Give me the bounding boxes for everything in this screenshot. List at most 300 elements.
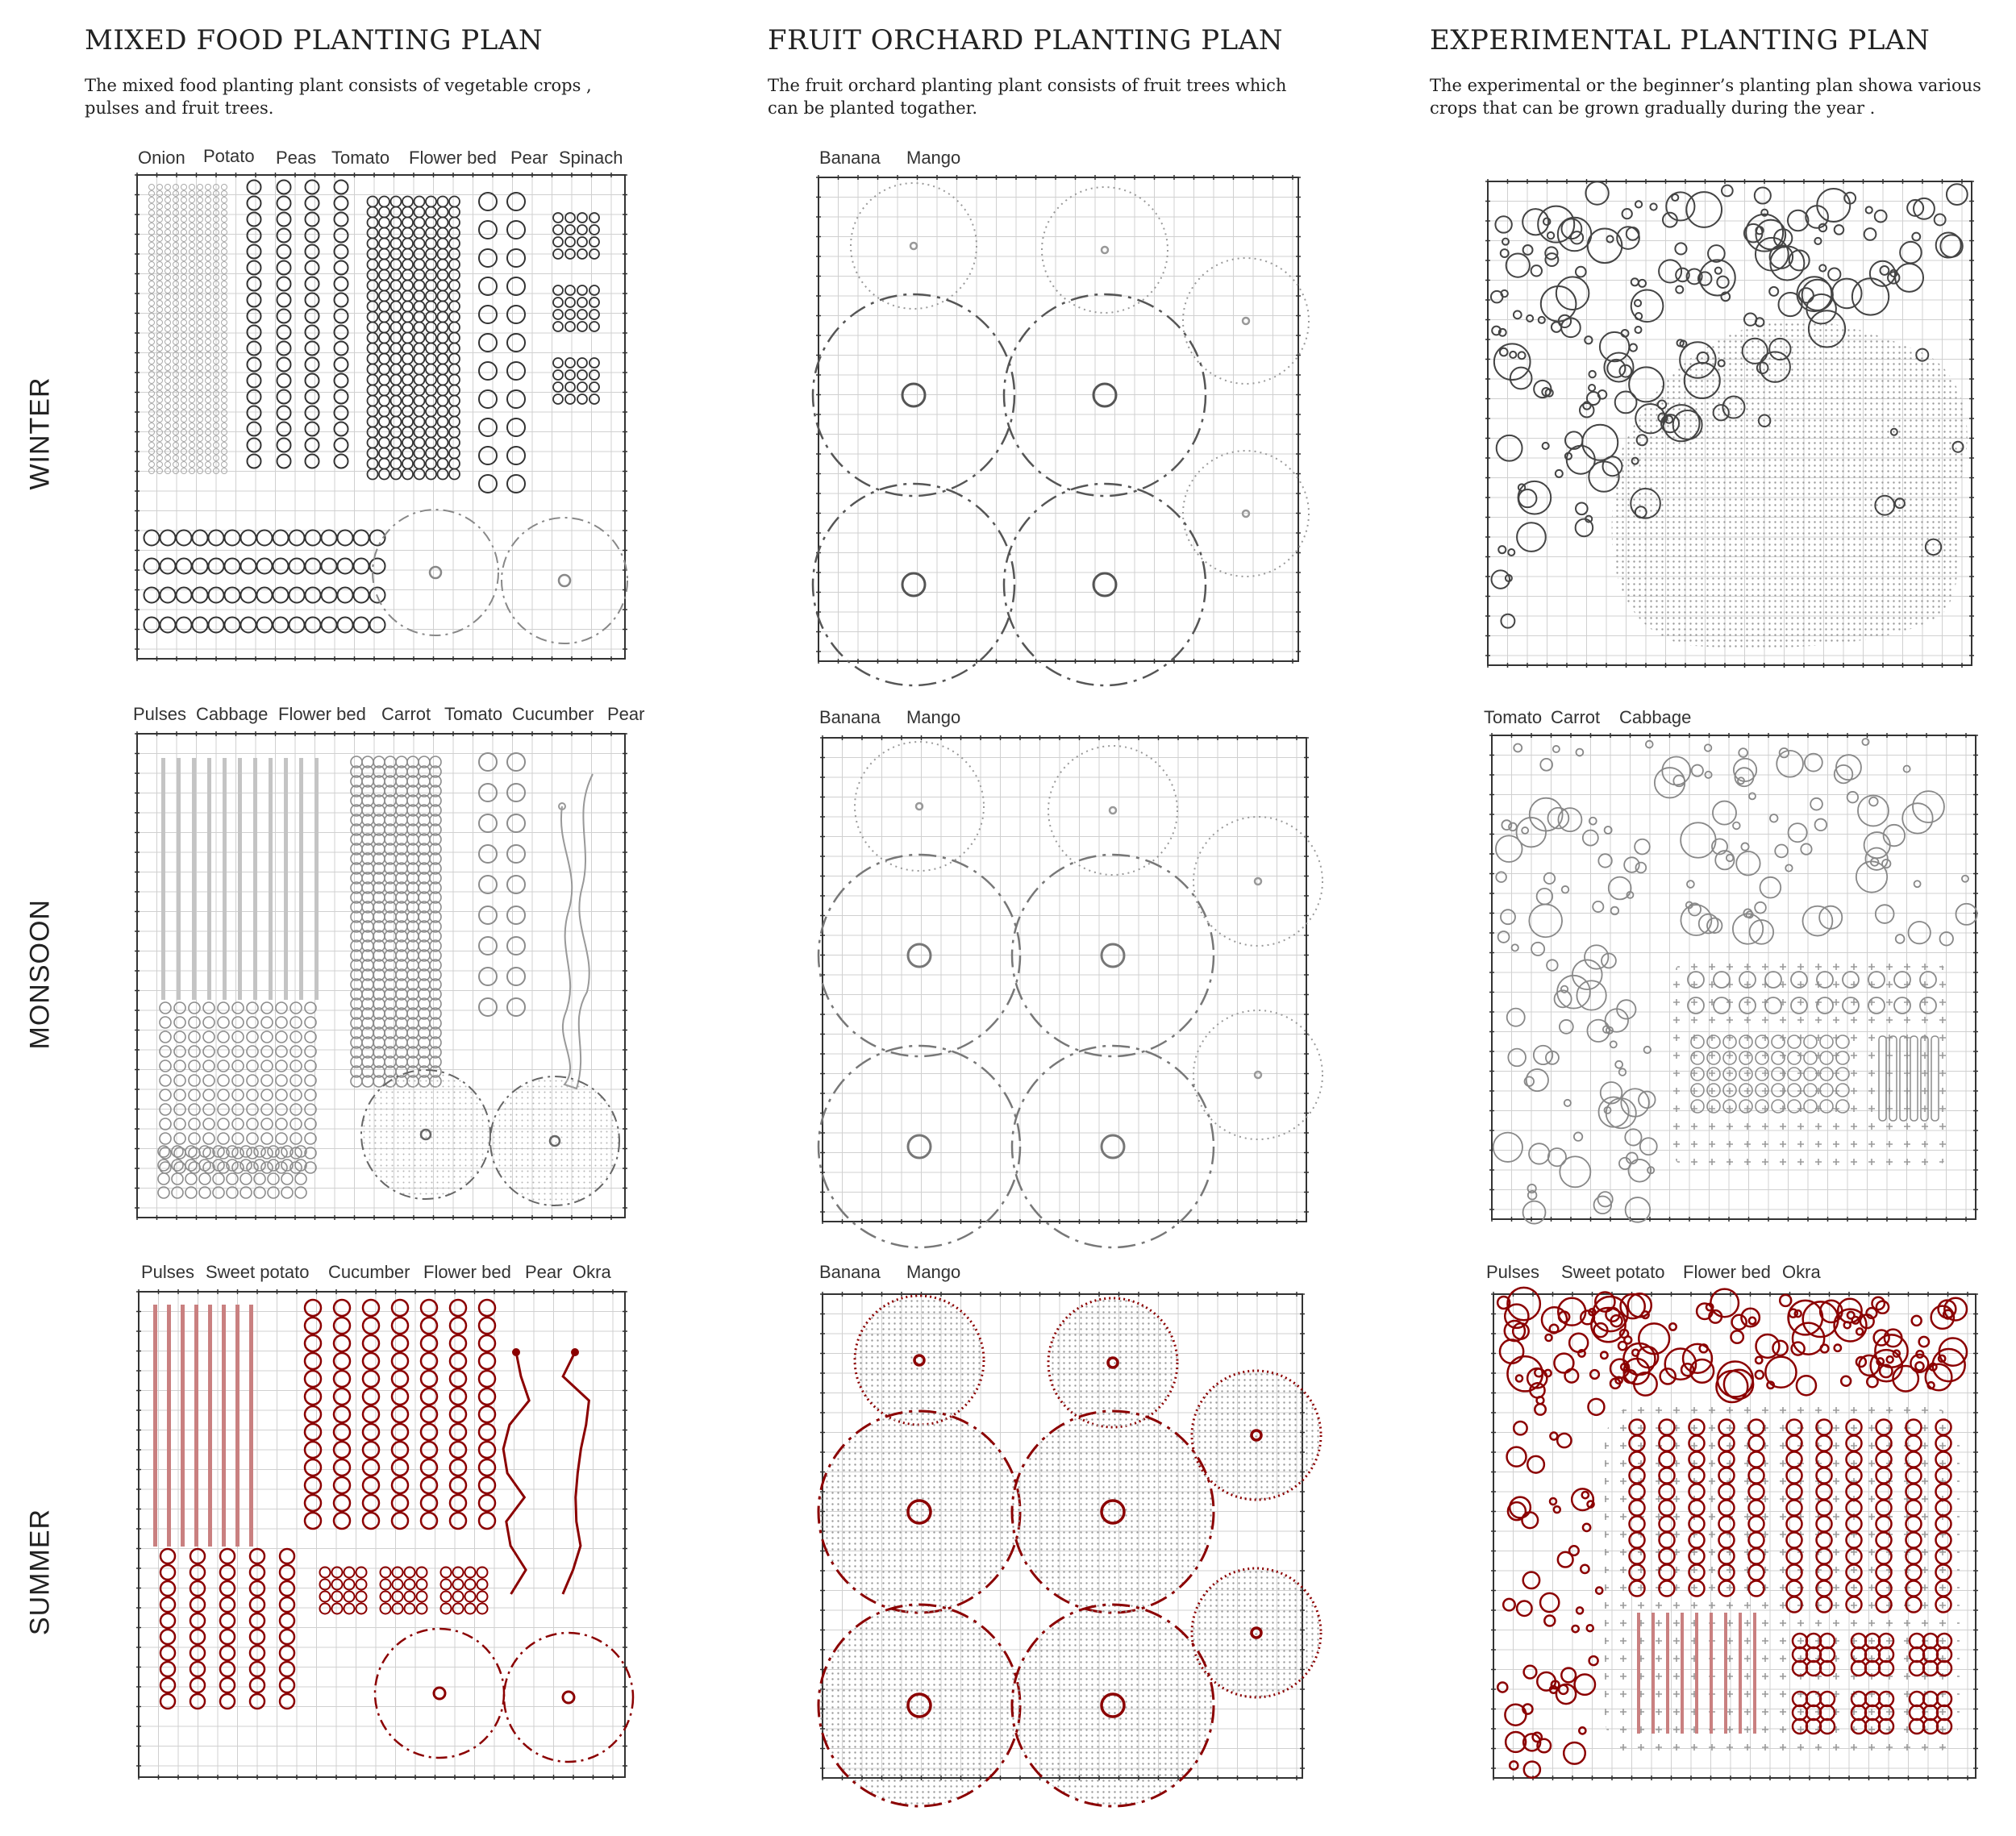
tomato-plant (414, 459, 425, 469)
experimental-plant (1601, 1352, 1607, 1359)
experimental-plant (1705, 744, 1712, 751)
onion-plant (181, 301, 187, 306)
experimental-plant (1500, 1340, 1523, 1363)
onion-plant (157, 320, 163, 326)
onion-plant (181, 288, 187, 294)
onion-plant (222, 365, 227, 371)
tomato-plant (391, 406, 402, 417)
onion-plant (190, 398, 195, 403)
cabbage-plant (203, 1075, 215, 1086)
cabbage-plant (189, 1133, 200, 1144)
onion-plant (206, 333, 211, 339)
potato-row-plant (370, 559, 385, 574)
onion-plant (149, 217, 155, 223)
spinach-plant (565, 225, 575, 235)
experimental-plant (1540, 759, 1552, 771)
onion-plant (165, 423, 171, 429)
onion-plant (206, 269, 211, 274)
onion-plant (149, 443, 155, 448)
potato-plant (277, 374, 291, 388)
onion-plant (222, 359, 227, 364)
tomato-plant (391, 385, 402, 396)
pulses-row (253, 758, 257, 1000)
experimental-plant (1869, 797, 1878, 806)
experimental-plant (1524, 1762, 1540, 1778)
tomato-plant (391, 396, 402, 406)
onion-plant (198, 365, 203, 371)
tomato-plant (391, 364, 402, 375)
onion-plant (198, 385, 203, 390)
experimental-plant (1733, 914, 1763, 943)
experimental-plant (1676, 286, 1683, 294)
tomato-plant (368, 228, 378, 239)
tomato-plant (402, 260, 413, 270)
onion-plant (173, 436, 179, 442)
onion-plant (173, 391, 179, 397)
sweet-potato-plant (392, 1459, 408, 1476)
tomato-plant (414, 270, 425, 281)
spinach-plant (577, 298, 587, 307)
onion-plant (165, 314, 171, 319)
experimental-plant (1531, 943, 1544, 955)
cabbage-plant (232, 1017, 244, 1028)
tomato-plant (507, 845, 525, 863)
onion-plant (206, 462, 211, 468)
experimental-plant (1660, 1368, 1676, 1384)
tomato-plant (426, 291, 436, 302)
sweet-potato-plant (392, 1335, 408, 1351)
onion-plant (206, 275, 211, 281)
pear-tree-trunk (563, 1692, 574, 1703)
experimental-plant (1789, 823, 1807, 842)
tomato-plant (368, 323, 378, 333)
cabbage-plant (247, 1162, 258, 1173)
onion-plant (190, 269, 195, 274)
experimental-plant (1527, 1069, 1548, 1091)
spinach-plant (553, 394, 563, 404)
tomato-plant (449, 354, 460, 364)
experimental-plant (1606, 235, 1613, 242)
orchard-plan-desc-line2: can be planted togather. (768, 98, 978, 118)
tomato-plant (402, 207, 413, 218)
tomato-plant (449, 375, 460, 385)
cabbage-plant (276, 1075, 287, 1086)
cabbage-plant (276, 1017, 287, 1028)
onion-plant (222, 185, 227, 190)
cabbage-plant (247, 1031, 258, 1043)
cabbage-plant (218, 1075, 229, 1086)
sweet-potato-plant (305, 1477, 321, 1493)
spinach-plant (565, 358, 575, 368)
experimental-plant (1607, 360, 1625, 377)
onion-plant (149, 333, 155, 339)
onion-plant (206, 423, 211, 429)
tomato-plant (414, 375, 425, 385)
cabbage-plant (203, 1017, 215, 1028)
experimental-plant (1594, 1197, 1612, 1214)
onion-plant (157, 217, 163, 223)
onion-plant (206, 217, 211, 223)
grid-monsoon-orchard (820, 735, 1309, 1224)
cucumber-plant (160, 1646, 175, 1660)
onion-plant (173, 359, 179, 364)
cabbage-plant (305, 1118, 316, 1130)
potato-plant (248, 277, 261, 291)
cabbage-plant (261, 1162, 273, 1173)
cucumber-plant (160, 1613, 175, 1628)
cabbage-plant (189, 1046, 200, 1057)
experimental-plant (1589, 371, 1595, 377)
tomato-plant (414, 239, 425, 249)
tomato-plant (479, 753, 497, 771)
experimental-plant (1496, 835, 1522, 862)
tomato-plant (379, 448, 389, 459)
onion-plant (157, 243, 163, 248)
onion-plant (198, 327, 203, 332)
onion-plant (157, 204, 163, 210)
experimental-plant (1662, 757, 1690, 785)
onion-plant (165, 301, 171, 306)
experimental-plant (1630, 344, 1637, 352)
experimental-plant (1639, 280, 1646, 287)
experimental-plant (1635, 839, 1650, 855)
onion-plant (157, 333, 163, 339)
experimental-plant (1553, 746, 1560, 752)
pulses-row (223, 758, 227, 1000)
pulses-row (314, 758, 319, 1000)
experimental-plant (1529, 1143, 1549, 1164)
tomato-plant (438, 323, 448, 333)
onion-plant (173, 204, 179, 210)
onion-plant (149, 249, 155, 255)
experimental-plant (1785, 864, 1792, 871)
onion-plant (198, 320, 203, 326)
peas-plant (306, 406, 319, 420)
onion-plant (157, 275, 163, 281)
onion-plant (206, 456, 211, 461)
flower-bed-plant (507, 447, 525, 464)
onion-plant (157, 314, 163, 319)
flower-bed-plant (465, 1604, 476, 1614)
onion-plant (222, 223, 227, 229)
cabbage-plant (203, 1118, 215, 1130)
potato-plant (277, 294, 291, 307)
experimental-plant (1775, 845, 1788, 858)
onion-plant (206, 243, 211, 248)
peas-plant (335, 374, 348, 388)
experimental-plant (1780, 748, 1789, 757)
cabbage-plant (276, 1046, 287, 1057)
experimental-plant (1939, 1338, 1967, 1365)
tomato-plant (438, 459, 448, 469)
tomato-plant (379, 469, 389, 480)
tomato-plant (449, 197, 460, 207)
onion-plant (206, 385, 211, 390)
onion-plant (173, 256, 179, 261)
tomato-plant (438, 302, 448, 312)
onion-plant (190, 404, 195, 410)
tomato-plant (391, 354, 402, 364)
spinach-plant (589, 382, 599, 392)
tomato-plant (391, 291, 402, 302)
experimental-plant (1913, 791, 1944, 822)
onion-plant (198, 398, 203, 403)
onion-plant (173, 249, 179, 255)
peas-plant (306, 261, 319, 275)
sweet-potato-plant (479, 1459, 495, 1476)
potato-plant (248, 423, 261, 436)
cabbage-plant (290, 1133, 302, 1144)
onion-plant (222, 417, 227, 423)
potato-row-plant (241, 618, 256, 633)
onion-plant (198, 443, 203, 448)
pulses-row (181, 1305, 185, 1547)
pulses-row (238, 758, 242, 1000)
cabbage-plant (203, 1089, 215, 1101)
experimental-plant (1565, 431, 1583, 449)
cucumber-plant (280, 1646, 294, 1660)
onion-plant (165, 417, 171, 423)
onion-plant (149, 339, 155, 345)
experimental-plant (1561, 986, 1568, 993)
experimental-plant (1727, 855, 1733, 861)
cabbage-plant (218, 1002, 229, 1014)
spinach-plant (553, 322, 563, 331)
tomato-plant (449, 323, 460, 333)
mango-tree-trunk (1102, 247, 1108, 253)
tomato-plant (438, 406, 448, 417)
onion-plant (181, 359, 187, 364)
flower-bed-plant (477, 1604, 488, 1614)
plan-border (823, 738, 1306, 1222)
onion-plant (173, 462, 179, 468)
peas-plant (306, 423, 319, 436)
cucumber-plant (220, 1646, 235, 1660)
tomato-plant (438, 260, 448, 270)
experimental-plant (1819, 906, 1842, 929)
experimental-plant (1735, 768, 1753, 786)
tomato-plant (414, 333, 425, 343)
tomato-plant (379, 396, 389, 406)
cabbage-plant (290, 1118, 302, 1130)
peas-plant (306, 358, 319, 372)
tomato-plant (479, 968, 497, 985)
cabbage-plant (247, 1017, 258, 1028)
label-m1-pulses: Pulses (133, 704, 187, 724)
label-m1-tomato: Tomato (444, 704, 503, 724)
onion-plant (198, 307, 203, 313)
tomato-plant (449, 270, 460, 281)
onion-plant (206, 359, 211, 364)
cabbage-plant (268, 1146, 279, 1157)
sweet-potato-plant (305, 1459, 321, 1476)
pulses-row (269, 758, 273, 1000)
experimental-plant (1561, 1668, 1576, 1683)
pulses-row (1724, 1613, 1727, 1734)
label-s1-pulses: Pulses (141, 1262, 195, 1282)
onion-plant (198, 185, 203, 190)
tomato-plant (402, 448, 413, 459)
tomato-plant (414, 417, 425, 427)
tomato-plant (391, 459, 402, 469)
flower-bed-plant (479, 390, 497, 408)
experimental-plant (1543, 443, 1549, 449)
cabbage-plant (276, 1118, 287, 1130)
onion-plant (198, 436, 203, 442)
flower-bed-plant (344, 1604, 355, 1614)
cabbage-plant (218, 1046, 229, 1057)
tomato-plant (449, 218, 460, 228)
tomato-plant (379, 270, 389, 281)
sweet-potato-plant (479, 1335, 495, 1351)
tomato-plant (449, 364, 460, 375)
onion-plant (190, 462, 195, 468)
pulses-row (1695, 1613, 1698, 1734)
tomato-plant (438, 228, 448, 239)
cucumber-plant (160, 1662, 175, 1676)
onion-plant (149, 256, 155, 261)
tomato-plant (479, 906, 497, 924)
mango-tree (1192, 1371, 1321, 1500)
onion-plant (149, 281, 155, 287)
experimental-plant (1509, 823, 1517, 831)
onion-plant (181, 410, 187, 416)
cucumber-plant (220, 1662, 235, 1676)
potato-row-plant (354, 559, 369, 574)
onion-plant (198, 256, 203, 261)
tomato-plant (426, 239, 436, 249)
cucumber-plant (220, 1565, 235, 1580)
label-m2-banana: Banana (819, 707, 881, 727)
tomato-plant (391, 260, 402, 270)
potato-row-plant (225, 559, 240, 574)
experimental-plant (1880, 266, 1889, 275)
tomato-plant (438, 375, 448, 385)
onion-plant (173, 301, 179, 306)
onion-plant (149, 301, 155, 306)
onion-plant (157, 378, 163, 384)
experimental-plant (1900, 242, 1922, 264)
flower-bed-plant (507, 277, 525, 295)
experimental-plant (1550, 1433, 1557, 1440)
tomato-plant (507, 814, 525, 832)
cabbage-plant (174, 1046, 185, 1057)
potato-plant (248, 326, 261, 339)
spinach-plant (577, 370, 587, 380)
mango-tree (851, 183, 977, 309)
tomato-plant (368, 438, 378, 448)
potato-plant (277, 229, 291, 243)
onion-plant (181, 217, 187, 223)
cucumber-plant (280, 1565, 294, 1580)
onion-plant (165, 391, 171, 397)
onion-plant (165, 410, 171, 416)
tomato-plant (414, 228, 425, 239)
cucumber-plant (160, 1549, 175, 1563)
cabbage-plant (305, 1017, 316, 1028)
tomato-plant (368, 375, 378, 385)
spinach-plant (577, 382, 587, 392)
onion-plant (173, 456, 179, 461)
onion-plant (173, 269, 179, 274)
spinach-plant (565, 310, 575, 319)
onion-plant (165, 365, 171, 371)
tomato-plant (391, 239, 402, 249)
tomato-plant (379, 228, 389, 239)
tomato-plant (379, 459, 389, 469)
onion-plant (222, 462, 227, 468)
potato-plant (248, 374, 261, 388)
onion-plant (165, 281, 171, 287)
sweet-potato-plant (305, 1353, 321, 1369)
tomato-plant (368, 302, 378, 312)
cucumber-plant (220, 1613, 235, 1628)
onion-plant (173, 307, 179, 313)
onion-plant (206, 410, 211, 416)
onion-plant (190, 410, 195, 416)
potato-row-plant (370, 618, 385, 633)
onion-plant (165, 398, 171, 403)
tomato-plant (449, 333, 460, 343)
potato-plant (248, 181, 261, 194)
onion-plant (190, 314, 195, 319)
potato-plant (277, 277, 291, 291)
sweet-potato-plant (363, 1335, 379, 1351)
cabbage-plant (305, 1075, 316, 1086)
sweet-potato-plant (392, 1513, 408, 1529)
onion-plant (181, 243, 187, 248)
onion-plant (198, 339, 203, 345)
experimental-plant (1522, 209, 1548, 235)
onion-plant (157, 223, 163, 229)
flower-bed-plant (507, 306, 525, 323)
onion-plant (173, 281, 179, 287)
tomato-plant (368, 396, 378, 406)
experimental-plant (1666, 192, 1694, 220)
onion-plant (173, 217, 179, 223)
onion-plant (198, 346, 203, 352)
cabbage-plant (213, 1173, 224, 1184)
experimental-plant (1935, 214, 1946, 226)
pulses-row (192, 758, 196, 1000)
experimental-plant (1564, 1100, 1571, 1106)
onion-plant (190, 256, 195, 261)
experimental-plant (1593, 901, 1603, 912)
flower-bed-plant (356, 1604, 367, 1614)
label-w1-tomato: Tomato (331, 148, 390, 168)
pear-tree (373, 510, 498, 635)
potato-row-plant (241, 531, 256, 546)
cabbage-plant (174, 1017, 185, 1028)
tomato-plant (438, 291, 448, 302)
potato-plant (248, 310, 261, 323)
tomato-plant (438, 281, 448, 291)
tomato-plant (402, 291, 413, 302)
onion-plant (165, 223, 171, 229)
banana-tree-trunk (908, 1135, 931, 1158)
cabbage-plant (232, 1118, 244, 1130)
peas-plant (306, 439, 319, 452)
experimental-plant (1547, 960, 1558, 971)
tomato-plant (402, 459, 413, 469)
tomato-plant (414, 281, 425, 291)
onion-plant (181, 281, 187, 287)
orchard-plan-desc-line1: The fruit orchard planting plant consists of fruit trees which (768, 76, 1287, 95)
onion-plant (173, 191, 179, 197)
orchard-plan-title: FRUIT ORCHARD PLANTING PLAN (768, 24, 1283, 56)
peas-plant (306, 197, 319, 210)
experimental-plant (1887, 1356, 1893, 1363)
